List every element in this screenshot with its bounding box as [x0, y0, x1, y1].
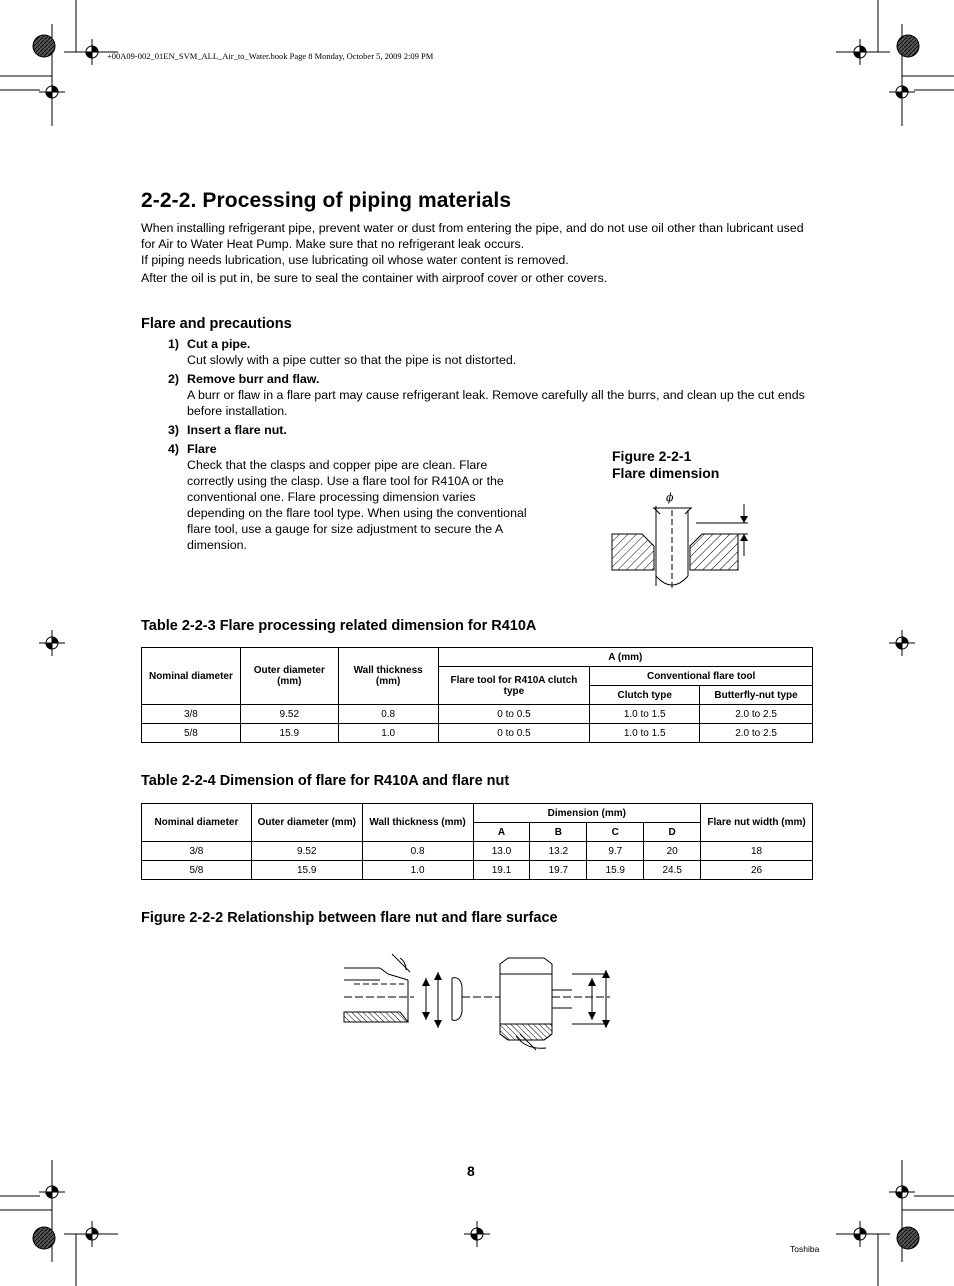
table-cell: 0.8: [362, 842, 473, 861]
table-cell: 9.52: [251, 842, 362, 861]
table-cell: 24.5: [644, 861, 701, 880]
step-item: [168, 422, 818, 438]
table-3-header-wall: Wall thickness (mm): [338, 648, 438, 705]
step-number: 1): [168, 337, 180, 351]
table-cell: 0 to 0.5: [438, 724, 590, 743]
table-3-header-butterfly: Butterfly-nut type: [700, 686, 813, 705]
table-cell: 19.1: [473, 861, 530, 880]
figure-2-title: Figure 2-2-2 Relationship between flare nut and flare surface: [141, 910, 558, 926]
table-3-header-nominal: Nominal diameter: [142, 648, 241, 705]
step-body: Check that the clasps and copper pipe are clean. Flare correctly using the clasp. Use a flare tool for R410A or the conventional one. Flare processing dimension varies depending on the flare tool type. When using the conventional flare tool, use a gauge for size adjustment to secure the A dimension.: [187, 458, 527, 552]
phi-symbol: ϕ: [666, 491, 674, 504]
step-title: Remove burr and flaw.: [187, 372, 320, 386]
flare-heading: Flare and precautions: [141, 316, 292, 332]
table-4-header-d: D: [644, 823, 701, 842]
section-title: 2-2-2. Processing of piping materials: [141, 189, 512, 212]
intro-text: [141, 220, 821, 286]
step-number: 2): [168, 372, 180, 386]
table-cell: 2.0 to 2.5: [700, 724, 813, 743]
table-row: [142, 724, 813, 743]
table-cell: 15.9: [587, 861, 644, 880]
table-cell: 18: [701, 842, 813, 861]
step-title: Cut a pipe.: [187, 337, 251, 351]
step-item: [168, 371, 818, 419]
table-3-header-clutch: Clutch type: [590, 686, 700, 705]
table-row: [142, 842, 813, 861]
step-body: A burr or flaw in a flare part may cause refrigerant leak. Remove carefully all the burrs, and clean up the cut ends before installation.: [187, 388, 805, 418]
step-body: Cut slowly with a pipe cutter so that the pipe is not distorted.: [187, 353, 517, 367]
table-row: [142, 705, 813, 724]
figure-1-label: Figure 2-2-1: [612, 448, 692, 464]
table-row: [142, 861, 813, 880]
step-title: Flare: [187, 442, 217, 456]
table-4-header-dimension: Dimension (mm): [473, 804, 701, 823]
figure-1-title: Flare dimension: [612, 465, 720, 481]
step-number: 3): [168, 423, 180, 437]
table-3-header-conventional: Conventional flare tool: [590, 667, 813, 686]
table-4: [141, 803, 813, 880]
flare-nut-drawing: [340, 950, 615, 1060]
intro-paragraph: After the oil is put in, be sure to seal the container with airproof cover or other covers.: [141, 271, 608, 285]
table-4-header-wall: Wall thickness (mm): [362, 804, 473, 842]
table-3-header-a: A (mm): [438, 648, 812, 667]
table-4-header-nut-width: Flare nut width (mm): [701, 804, 813, 842]
table-3-header-outer: Outer diameter (mm): [240, 648, 338, 705]
table-3-header-r410a-tool: Flare tool for R410A clutch type: [438, 667, 590, 705]
table-cell: 9.52: [240, 705, 338, 724]
table-4-header-outer: Outer diameter (mm): [251, 804, 362, 842]
table-cell: 26: [701, 861, 813, 880]
step-number: 4): [168, 442, 180, 456]
table-cell: 2.0 to 2.5: [700, 705, 813, 724]
table-cell: 13.0: [473, 842, 530, 861]
table-cell: 13.2: [530, 842, 587, 861]
table-cell: 19.7: [530, 861, 587, 880]
table-3: [141, 647, 813, 743]
table-4-header-nominal: Nominal diameter: [142, 804, 252, 842]
table-cell: 1.0 to 1.5: [590, 705, 700, 724]
table-cell: 3/8: [142, 842, 252, 861]
table-cell: 15.9: [240, 724, 338, 743]
table-cell: 9.7: [587, 842, 644, 861]
table-cell: 1.0: [338, 724, 438, 743]
file-header: +00A09-002_01EN_SVM_ALL_Air_to_Water.book Page 8 Monday, October 5, 2009 2:09 PM: [107, 51, 434, 61]
intro-paragraph: If piping needs lubrication, use lubricating oil whose water content is removed.: [141, 253, 569, 267]
table-4-title: Table 2-2-4 Dimension of flare for R410A and flare nut: [141, 773, 510, 789]
step-item: [168, 336, 818, 368]
table-cell: 3/8: [142, 705, 241, 724]
table-cell: 1.0: [362, 861, 473, 880]
table-3-title: Table 2-2-3 Flare processing related dimension for R410A: [141, 618, 537, 634]
table-4-header-b: B: [530, 823, 587, 842]
table-cell: 5/8: [142, 724, 241, 743]
table-cell: 0 to 0.5: [438, 705, 590, 724]
table-cell: 20: [644, 842, 701, 861]
table-cell: 0.8: [338, 705, 438, 724]
intro-paragraph: When installing refrigerant pipe, prevent water or dust from entering the pipe, and do not use oil other than lubricant used for Air to Water Heat Pump. Make sure that no refrigerant leak occurs.: [141, 221, 804, 251]
figure-1-caption: [612, 448, 719, 482]
table-4-header-a: A: [473, 823, 530, 842]
page-number: 8: [467, 1163, 475, 1179]
brand-label: Toshiba: [790, 1244, 820, 1254]
table-cell: 5/8: [142, 861, 252, 880]
flare-dimension-drawing: [608, 486, 758, 596]
table-cell: 1.0 to 1.5: [590, 724, 700, 743]
table-4-header-c: C: [587, 823, 644, 842]
step-title: Insert a flare nut.: [187, 423, 287, 437]
table-cell: 15.9: [251, 861, 362, 880]
